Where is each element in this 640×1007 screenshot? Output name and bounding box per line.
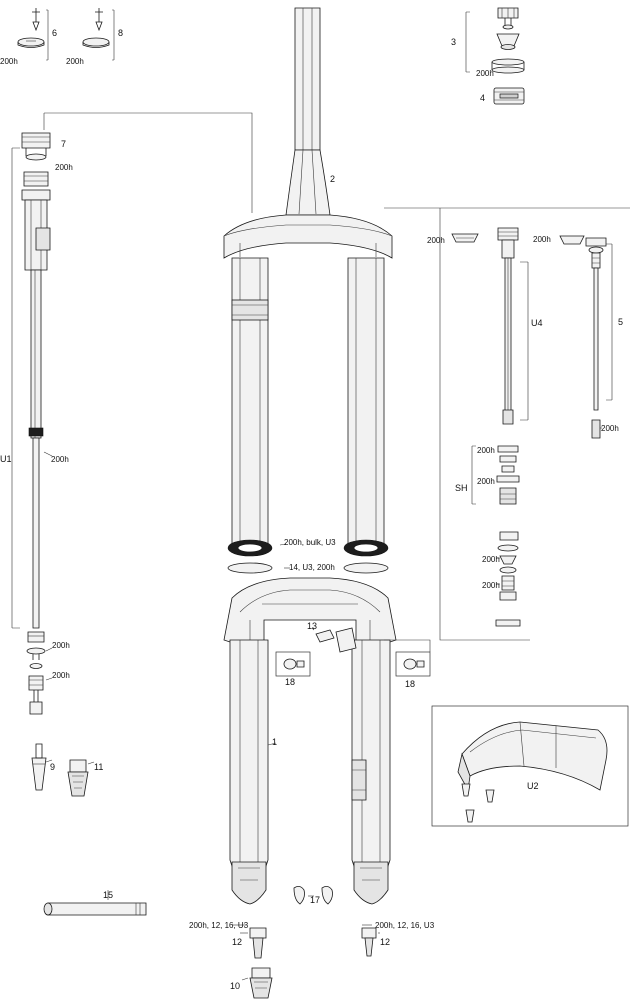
group-item-18-right [384, 640, 430, 676]
label-5: 5 [618, 317, 624, 327]
label-8: 8 [118, 28, 124, 38]
group-item-10 [242, 968, 272, 998]
label-200h-l: 200h [482, 581, 500, 590]
label-200h-g: 200h [601, 424, 619, 433]
label-200h-k: 200h [482, 555, 500, 564]
label-4: 4 [480, 93, 486, 103]
label-u2: U2 [527, 781, 539, 791]
label-200h-e: 200h [427, 236, 445, 245]
label-3: 3 [451, 37, 457, 47]
group-sh [472, 446, 520, 626]
label-200h-i: 200h [477, 446, 495, 455]
label-11: 11 [94, 762, 104, 772]
group-item-3 [466, 8, 524, 73]
label-17: 17 [310, 895, 321, 905]
group-item-5 [560, 236, 612, 438]
label-7: 7 [61, 139, 67, 149]
group-item-11 [68, 760, 94, 796]
label-200h-f: 200h [533, 235, 551, 244]
label-u4: U4 [531, 318, 543, 328]
group-item-13 [312, 628, 356, 652]
group-item-15 [44, 890, 146, 915]
label-200h-n: 200h [52, 671, 70, 680]
label-200h-d: 200h [55, 163, 73, 172]
group-item-9 [32, 744, 52, 790]
label-13: 13 [307, 621, 318, 631]
label-10: 10 [230, 981, 241, 991]
group-u2-inset [432, 706, 628, 826]
label-15: 15 [103, 890, 114, 900]
label-18-right: 18 [405, 679, 416, 689]
label-sh: SH [455, 483, 468, 493]
group-item-4 [494, 88, 524, 104]
label-200h-j: 200h [477, 477, 495, 486]
group-item-6 [18, 8, 48, 60]
label-12-left: 12 [232, 937, 243, 947]
label-200h-b: 200h [66, 57, 84, 66]
label-200h-a: 200h [0, 57, 18, 66]
group-steerer-crown [224, 8, 392, 548]
label-6: 6 [52, 28, 58, 38]
group-item-8 [83, 8, 114, 60]
label-1: 1 [272, 737, 278, 747]
label-9: 9 [50, 762, 56, 772]
group-item-18-left [276, 652, 310, 676]
label-18-left: 18 [285, 677, 296, 687]
label-200h-right: 200h, 12, 16, U3 [375, 921, 435, 930]
label-200h-c: 200h [476, 69, 494, 78]
group-u1-damper [12, 133, 52, 714]
label-200h-m: 200h [52, 641, 70, 650]
label-u1: U1 [0, 454, 12, 464]
label-12-right: 12 [380, 937, 391, 947]
label-14: 14, U3, 200h [289, 563, 335, 572]
group-item-12-left [240, 928, 266, 958]
label-200h-bulk: 200h, bulk, U3 [284, 538, 336, 547]
group-item-12-right [362, 928, 380, 956]
label-200h-left: 200h, 12, 16, U3 [189, 921, 249, 930]
label-2: 2 [330, 174, 336, 184]
label-200h-h: 200h [51, 455, 69, 464]
